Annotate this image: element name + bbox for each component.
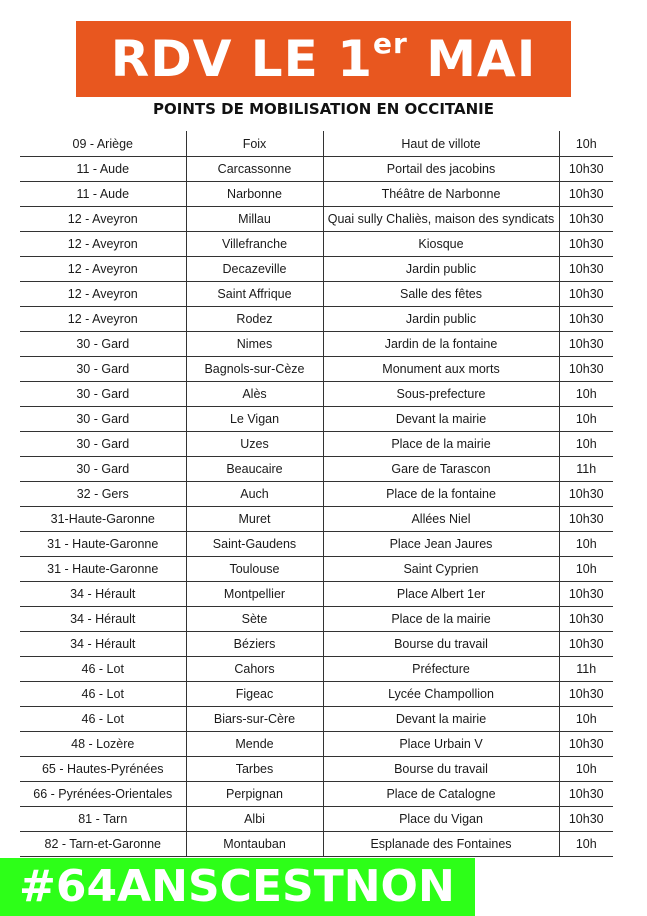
department-cell: 12 - Aveyron: [20, 282, 186, 307]
location-cell: Bourse du travail: [323, 632, 559, 657]
table-row: [20, 182, 613, 207]
table-row: [20, 657, 613, 682]
department-cell: 11 - Aude: [20, 157, 186, 182]
location-cell: Haut de villote: [323, 131, 559, 157]
table-row: [20, 507, 613, 532]
city-cell: Mende: [186, 732, 323, 757]
city-cell: Beaucaire: [186, 457, 323, 482]
city-cell: Alès: [186, 382, 323, 407]
time-cell: 10h30: [559, 782, 613, 807]
location-cell: Préfecture: [323, 657, 559, 682]
city-cell: Biars-sur-Cère: [186, 707, 323, 732]
time-cell: 10h: [559, 131, 613, 157]
department-cell: 46 - Lot: [20, 682, 186, 707]
city-cell: Le Vigan: [186, 407, 323, 432]
department-cell: 11 - Aude: [20, 182, 186, 207]
location-cell: Bourse du travail: [323, 757, 559, 782]
time-cell: 10h: [559, 432, 613, 457]
department-cell: 31-Haute-Garonne: [20, 507, 186, 532]
city-cell: Toulouse: [186, 557, 323, 582]
city-cell: Tarbes: [186, 757, 323, 782]
city-cell: Decazeville: [186, 257, 323, 282]
table-row: [20, 632, 613, 657]
time-cell: 10h30: [559, 232, 613, 257]
location-cell: Saint Cyprien: [323, 557, 559, 582]
location-cell: Place de la mairie: [323, 432, 559, 457]
department-cell: 12 - Aveyron: [20, 232, 186, 257]
department-cell: 30 - Gard: [20, 357, 186, 382]
time-cell: 10h: [559, 382, 613, 407]
department-cell: 09 - Ariège: [20, 131, 186, 157]
city-cell: Béziers: [186, 632, 323, 657]
time-cell: 11h: [559, 457, 613, 482]
location-cell: Lycée Champollion: [323, 682, 559, 707]
location-cell: Place de la fontaine: [323, 482, 559, 507]
table-row: [20, 307, 613, 332]
time-cell: 11h: [559, 657, 613, 682]
department-cell: 82 - Tarn-et-Garonne: [20, 832, 186, 857]
table-row: [20, 582, 613, 607]
time-cell: 10h: [559, 407, 613, 432]
department-cell: 81 - Tarn: [20, 807, 186, 832]
table-row: [20, 257, 613, 282]
location-cell: Gare de Tarascon: [323, 457, 559, 482]
city-cell: Saint-Gaudens: [186, 532, 323, 557]
location-cell: Monument aux morts: [323, 357, 559, 382]
location-cell: Quai sully Chaliès, maison des syndicats: [323, 207, 559, 232]
city-cell: Muret: [186, 507, 323, 532]
department-cell: 12 - Aveyron: [20, 257, 186, 282]
location-cell: Allées Niel: [323, 507, 559, 532]
city-cell: Villefranche: [186, 232, 323, 257]
department-cell: 30 - Gard: [20, 407, 186, 432]
time-cell: 10h: [559, 557, 613, 582]
location-cell: Place de la mairie: [323, 607, 559, 632]
table-row: [20, 457, 613, 482]
location-cell: Jardin de la fontaine: [323, 332, 559, 357]
table-row: [20, 832, 613, 857]
department-cell: 34 - Hérault: [20, 632, 186, 657]
table-row: [20, 682, 613, 707]
location-cell: Esplanade des Fontaines: [323, 832, 559, 857]
city-cell: Bagnols-sur-Cèze: [186, 357, 323, 382]
department-cell: 30 - Gard: [20, 457, 186, 482]
department-cell: 30 - Gard: [20, 332, 186, 357]
department-cell: 34 - Hérault: [20, 582, 186, 607]
location-cell: Jardin public: [323, 257, 559, 282]
table-row: [20, 282, 613, 307]
time-cell: 10h30: [559, 682, 613, 707]
table-row: [20, 432, 613, 457]
department-cell: 46 - Lot: [20, 657, 186, 682]
location-cell: Devant la mairie: [323, 407, 559, 432]
table-body: [20, 131, 613, 857]
title-main: RDV LE 1: [110, 30, 374, 88]
city-cell: Perpignan: [186, 782, 323, 807]
department-cell: 12 - Aveyron: [20, 307, 186, 332]
table-row: [20, 332, 613, 357]
department-cell: 65 - Hautes-Pyrénées: [20, 757, 186, 782]
city-cell: Albi: [186, 807, 323, 832]
table-row: [20, 707, 613, 732]
time-cell: 10h30: [559, 732, 613, 757]
department-cell: 34 - Hérault: [20, 607, 186, 632]
location-cell: Place Urbain V: [323, 732, 559, 757]
time-cell: 10h30: [559, 807, 613, 832]
table-row: [20, 407, 613, 432]
hashtag-text: #64ANSCESTNON: [19, 861, 455, 912]
department-cell: 30 - Gard: [20, 382, 186, 407]
location-cell: Jardin public: [323, 307, 559, 332]
table-row: [20, 482, 613, 507]
table-row: [20, 207, 613, 232]
city-cell: Uzes: [186, 432, 323, 457]
department-cell: 46 - Lot: [20, 707, 186, 732]
time-cell: 10h: [559, 832, 613, 857]
mobilisation-table: [20, 131, 613, 857]
table-row: [20, 732, 613, 757]
location-cell: Sous-prefecture: [323, 382, 559, 407]
title-banner: [76, 21, 571, 97]
location-cell: Salle des fêtes: [323, 282, 559, 307]
time-cell: 10h30: [559, 257, 613, 282]
table-row: [20, 782, 613, 807]
city-cell: Rodez: [186, 307, 323, 332]
table-row: [20, 232, 613, 257]
city-cell: Millau: [186, 207, 323, 232]
table-row: [20, 757, 613, 782]
city-cell: Saint Affrique: [186, 282, 323, 307]
location-cell: Devant la mairie: [323, 707, 559, 732]
department-cell: 32 - Gers: [20, 482, 186, 507]
city-cell: Foix: [186, 131, 323, 157]
time-cell: 10h30: [559, 632, 613, 657]
time-cell: 10h30: [559, 157, 613, 182]
department-cell: 48 - Lozère: [20, 732, 186, 757]
time-cell: 10h30: [559, 582, 613, 607]
page-subtitle: POINTS DE MOBILISATION EN OCCITANIE: [153, 100, 494, 118]
time-cell: 10h30: [559, 282, 613, 307]
location-cell: Portail des jacobins: [323, 157, 559, 182]
location-cell: Kiosque: [323, 232, 559, 257]
city-cell: Cahors: [186, 657, 323, 682]
time-cell: 10h30: [559, 607, 613, 632]
table-row: [20, 532, 613, 557]
city-cell: Auch: [186, 482, 323, 507]
table-row: [20, 157, 613, 182]
city-cell: Figeac: [186, 682, 323, 707]
time-cell: 10h: [559, 707, 613, 732]
time-cell: 10h30: [559, 357, 613, 382]
department-cell: 66 - Pyrénées-Orientales: [20, 782, 186, 807]
location-cell: Place Jean Jaures: [323, 532, 559, 557]
department-cell: 30 - Gard: [20, 432, 186, 457]
table-row: [20, 557, 613, 582]
city-cell: Narbonne: [186, 182, 323, 207]
time-cell: 10h: [559, 757, 613, 782]
table-row: [20, 607, 613, 632]
title-end: MAI: [407, 30, 537, 88]
time-cell: 10h30: [559, 182, 613, 207]
page-title: [110, 27, 537, 88]
department-cell: 12 - Aveyron: [20, 207, 186, 232]
time-cell: 10h30: [559, 507, 613, 532]
time-cell: 10h30: [559, 207, 613, 232]
location-cell: Place du Vigan: [323, 807, 559, 832]
city-cell: Carcassonne: [186, 157, 323, 182]
hashtag-banner: [0, 858, 475, 916]
department-cell: 31 - Haute-Garonne: [20, 557, 186, 582]
table-row: [20, 382, 613, 407]
city-cell: Sète: [186, 607, 323, 632]
location-cell: Place Albert 1er: [323, 582, 559, 607]
time-cell: 10h: [559, 532, 613, 557]
time-cell: 10h30: [559, 307, 613, 332]
department-cell: 31 - Haute-Garonne: [20, 532, 186, 557]
city-cell: Montauban: [186, 832, 323, 857]
city-cell: Montpellier: [186, 582, 323, 607]
city-cell: Nimes: [186, 332, 323, 357]
time-cell: 10h30: [559, 482, 613, 507]
location-cell: Place de Catalogne: [323, 782, 559, 807]
time-cell: 10h30: [559, 332, 613, 357]
table-row: [20, 807, 613, 832]
title-superscript: er: [373, 27, 408, 60]
table-row: [20, 357, 613, 382]
location-cell: Théâtre de Narbonne: [323, 182, 559, 207]
table-row: [20, 131, 613, 157]
